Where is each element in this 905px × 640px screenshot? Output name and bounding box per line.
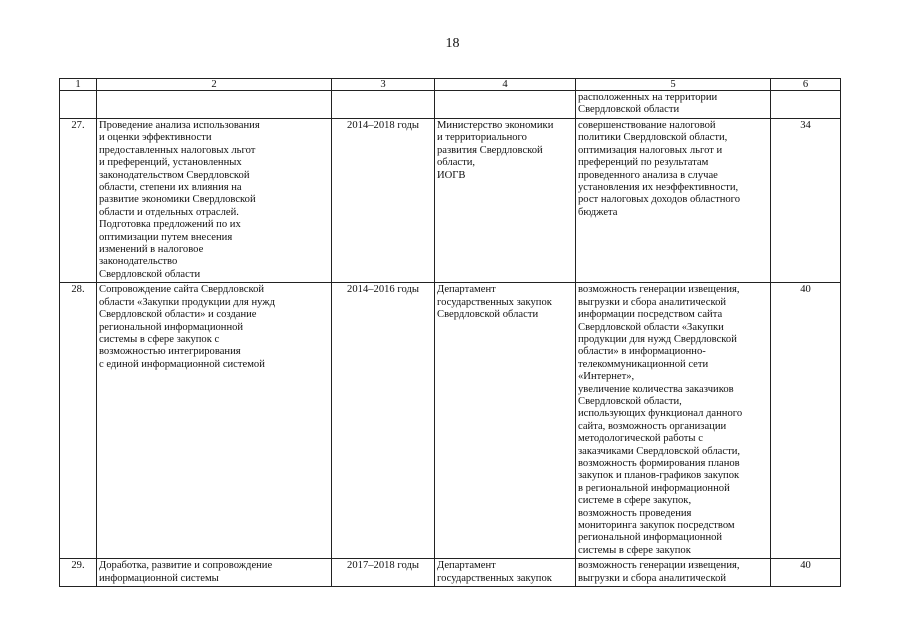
header-cell: 3 [332,79,435,91]
measure-title [97,91,332,119]
period: 2014–2018 годы [332,119,435,283]
row-number: 29. [60,559,97,587]
executor: Департамент государственных закупок Свердловской области [435,283,576,559]
header-cell: 2 [97,79,332,91]
header-cell: 1 [60,79,97,91]
measure-title: Проведение анализа использования и оценки эффективности предоставленных налоговых льгот и преференций, установленных законодательством Свердловской области, степени их влияния на развитие экономики Свердловской области и отдельных отраслей. Подготовка предложений по их оптимизации путем внесения изменений в налоговое законодательство Свердловской области [97,119,332,283]
indicator-value: 40 [771,283,841,559]
table-row [60,559,841,587]
indicator-value: 34 [771,119,841,283]
period: 2017–2018 годы [332,559,435,587]
executor [435,91,576,119]
measure-title: Доработка, развитие и сопровождение информационной системы [97,559,332,587]
expected-result: совершенствование налоговой политики Свердловской области, оптимизация налоговых льгот и преференций по результатам проведенного анализа в случае установления их неэффективности, рост налоговых доходов областного бюджета [576,119,771,283]
executor: Департамент государственных закупок [435,559,576,587]
expected-result: возможность генерации извещения, выгрузки и сбора аналитической [576,559,771,587]
header-cell: 6 [771,79,841,91]
measure-title: Сопровождение сайта Свердловской области «Закупки продукции для нужд Свердловской области» и создание региональной информационной системы в сфере закупок с возможностью интегрирования с единой информационной системой [97,283,332,559]
header-row [60,79,841,91]
row-number: 27. [60,119,97,283]
continuation-row [60,91,841,119]
expected-result: расположенных на территории Свердловской области [576,91,771,119]
row-number [60,91,97,119]
header-cell: 5 [576,79,771,91]
measures-table [59,78,841,587]
indicator-value [771,91,841,119]
period: 2014–2016 годы [332,283,435,559]
executor: Министерство экономики и территориального развития Свердловской области, ИОГВ [435,119,576,283]
row-number: 28. [60,283,97,559]
indicator-value: 40 [771,559,841,587]
expected-result: возможность генерации извещения, выгрузки и сбора аналитической информации посредством сайта Свердловской области «Закупки продукции для нужд Свердловской области» в информационно- телекоммуникационной сети «Интернет», увеличение количества заказчиков Свердловской области, использующих функционал данного сайта, возможность организации методологической работы с заказчиками Свердловской области, возможность формирования планов закупок и планов-графиков закупок в региональной информационной системе в сфере закупок, возможность проведения мониторинга закупок посредством региональной информационной системы в сфере закупок [576,283,771,559]
page-number: 18 [445,36,460,51]
period [332,91,435,119]
header-cell: 4 [435,79,576,91]
table-row [60,119,841,283]
table-row [60,283,841,559]
